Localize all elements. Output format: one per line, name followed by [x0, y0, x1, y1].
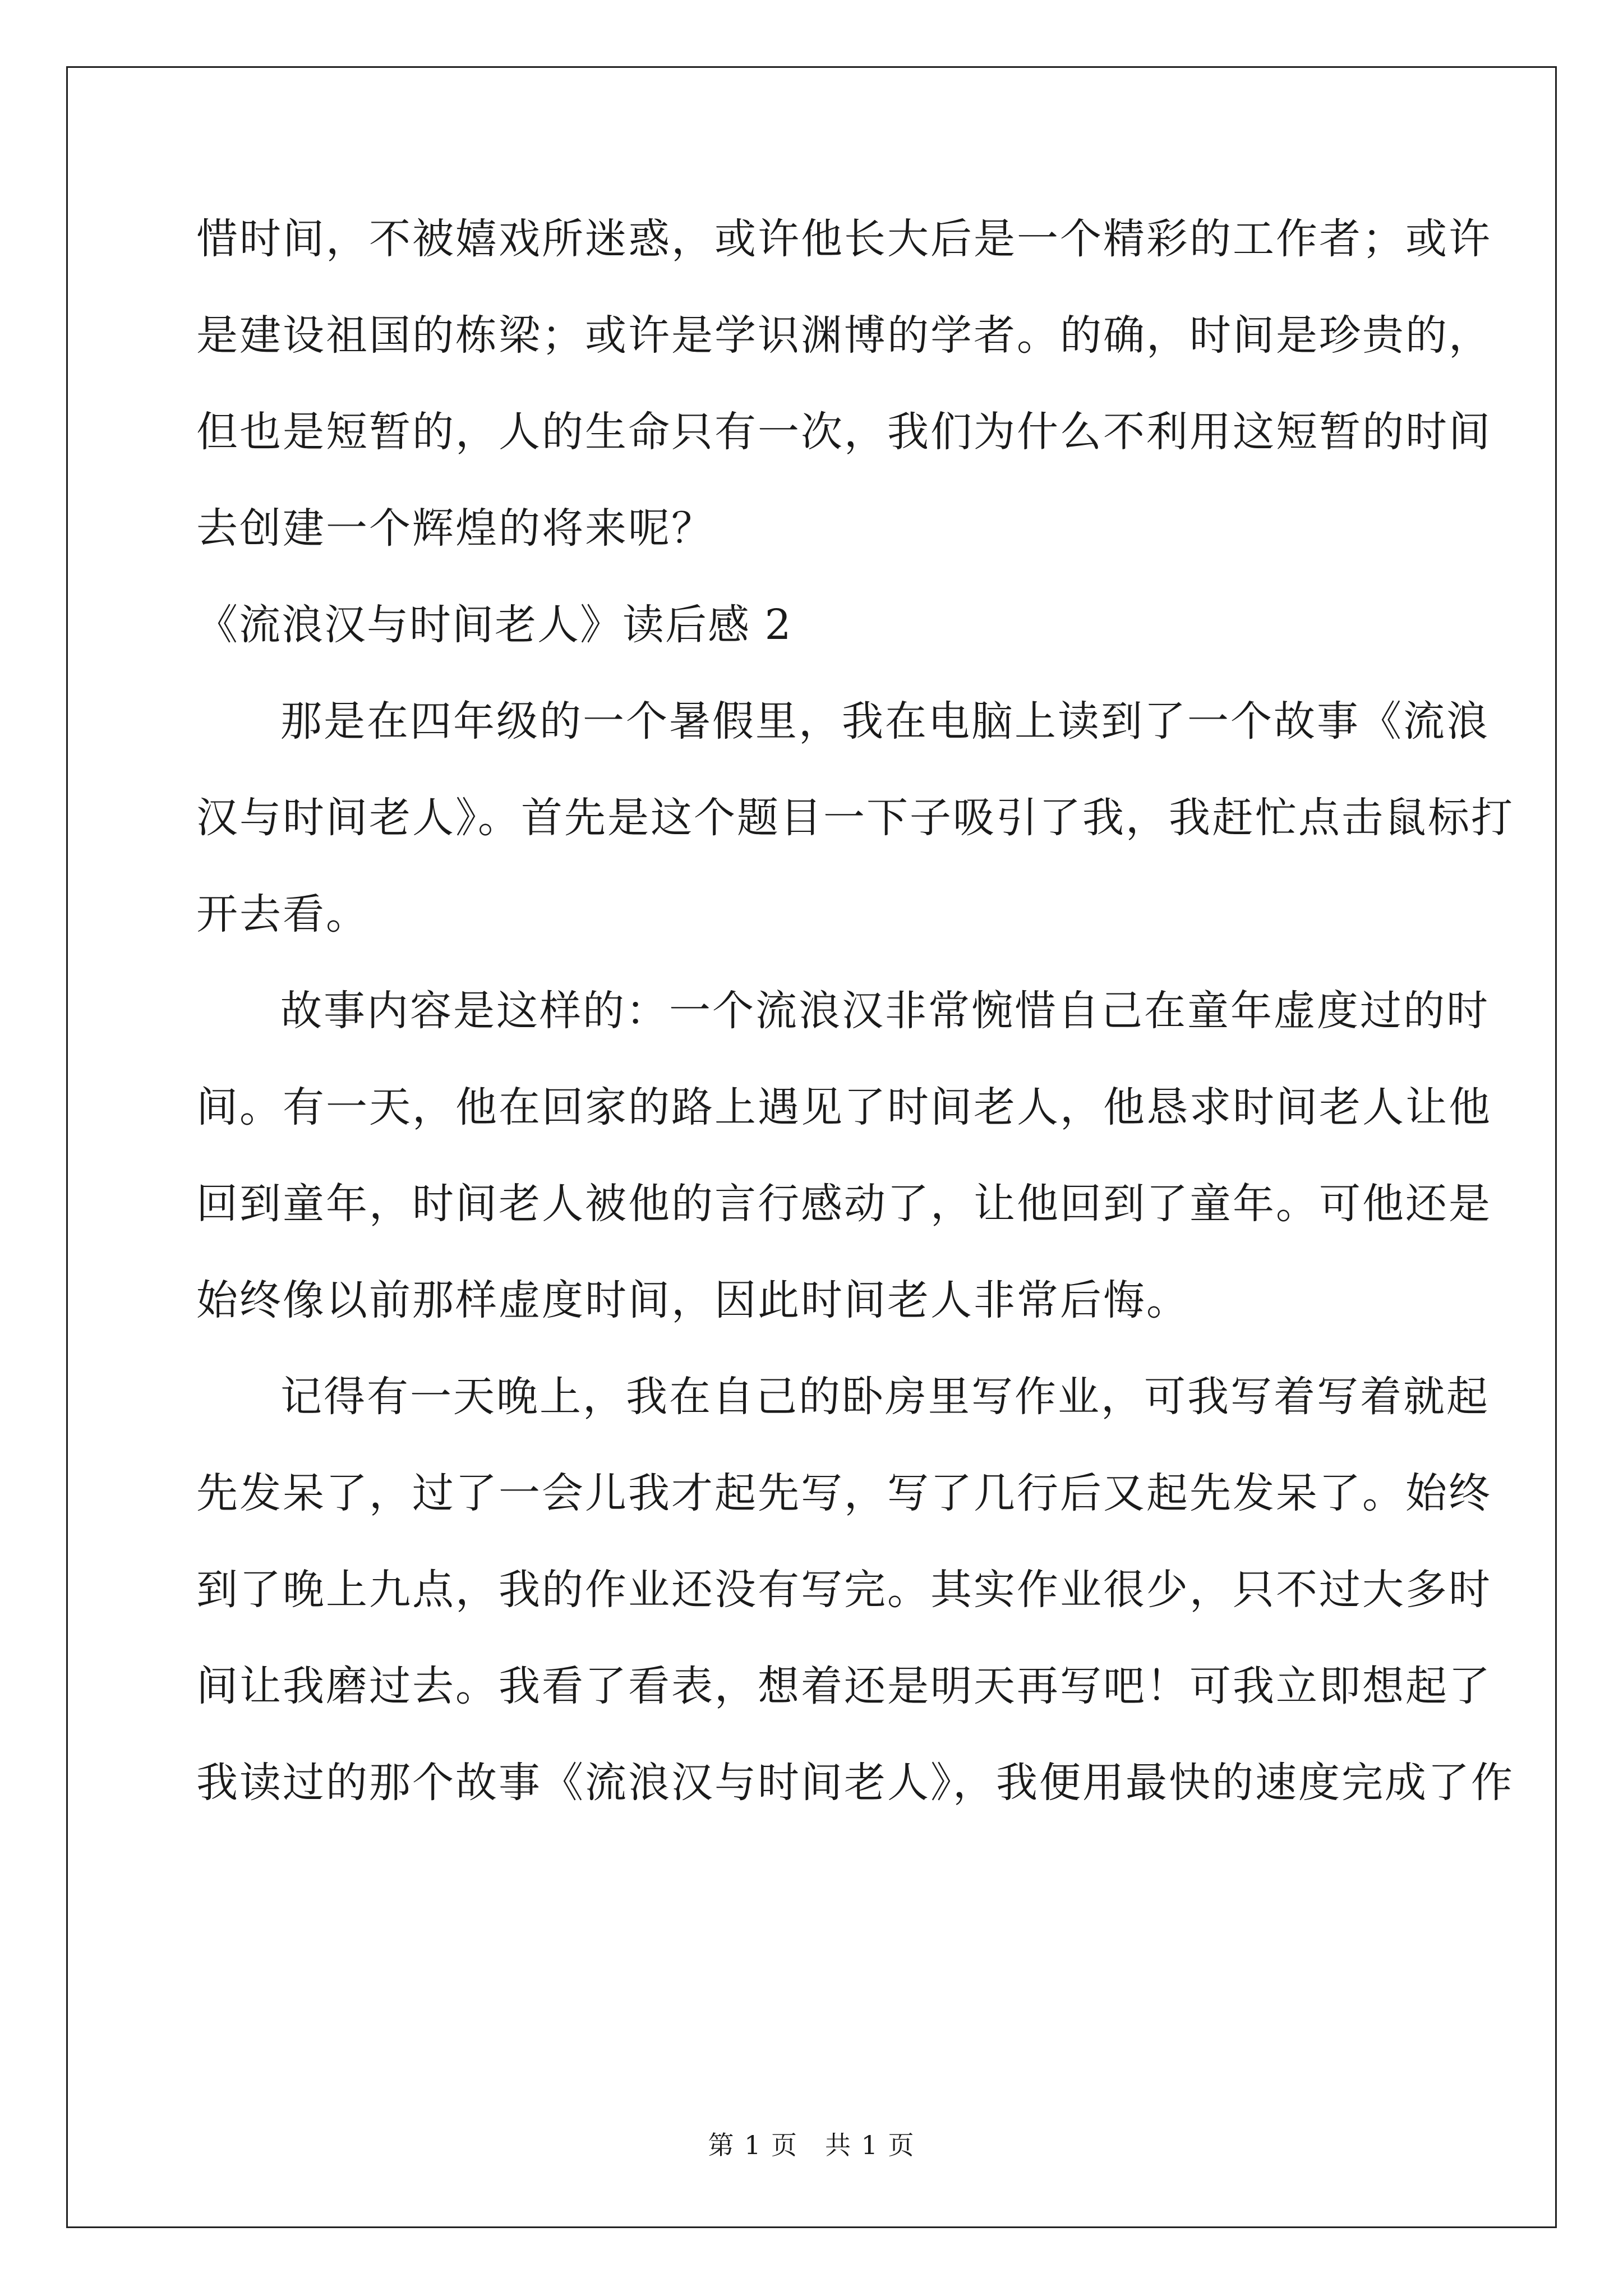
text-line: 到了晚上九点，我的作业还没有写完。其实作业很少，只不过大多时	[196, 1566, 1492, 1614]
paragraph-first-line: 故事内容是这样的：一个流浪汉非常惋惜自己在童年虚度过的时	[280, 987, 1490, 1035]
text-line: 间。有一天，他在回家的路上遇见了时间老人，他恳求时间老人让他	[196, 1083, 1492, 1131]
text-line: 但也是短暂的，人的生命只有一次，我们为什么不利用这短暂的时间	[196, 408, 1492, 456]
text-line: 开去看。	[196, 890, 369, 938]
text-line: 始终像以前那样虚度时间，因此时间老人非常后悔。	[196, 1276, 1189, 1324]
text-line: 先发呆了，过了一会儿我才起先写，写了几行后又起先发呆了。始终	[196, 1469, 1492, 1517]
paragraph-first-line: 那是在四年级的一个暑假里，我在电脑上读到了一个故事《流浪	[280, 697, 1490, 746]
document-body	[196, 191, 1514, 1831]
page-number-footer: 第 1 页 共 1 页	[708, 2130, 915, 2160]
text-line: 是建设祖国的栋梁；或许是学识渊博的学者。的确，时间是珍贵的，	[196, 311, 1492, 360]
text-line: 间让我磨过去。我看了看表，想着还是明天再写吧！可我立即想起了	[196, 1662, 1492, 1710]
text-line: 汉与时间老人》。首先是这个题目一下子吸引了我，我赶忙点击鼠标打	[196, 794, 1514, 842]
paragraph-first-line: 记得有一天晚上，我在自己的卧房里写作业，可我写着写着就起	[280, 1373, 1490, 1421]
section-heading: 《流浪汉与时间老人》读后感 2	[196, 601, 792, 649]
text-line: 回到童年，时间老人被他的言行感动了，让他回到了童年。可他还是	[196, 1180, 1492, 1228]
text-line: 我读过的那个故事《流浪汉与时间老人》，我便用最快的速度完成了作	[196, 1759, 1514, 1807]
text-line: 去创建一个辉煌的将来呢？	[196, 504, 714, 553]
text-line: 惜时间，不被嬉戏所迷惑，或许他长大后是一个精彩的工作者；或许	[196, 215, 1492, 263]
